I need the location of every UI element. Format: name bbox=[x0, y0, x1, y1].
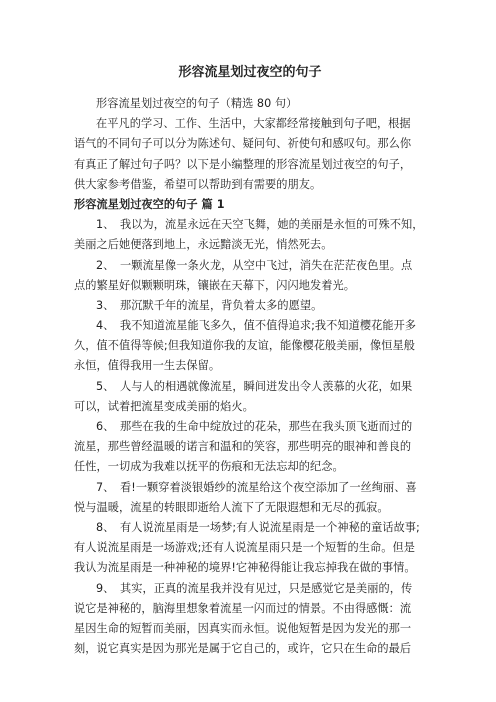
paragraph-line: 1、 我以为，流星永远在天空飞舞，她的美丽是永恒的可殊不知， bbox=[96, 218, 424, 232]
paragraph-line: 语气的不同句子可以分为陈述句、疑问句、祈使句和感叹句。那么你 bbox=[74, 137, 412, 151]
section-heading: 形容流星划过夜空的句子 篇 1 bbox=[74, 197, 225, 211]
paragraph-line: 3、 那沉默千年的流星，背负着太多的愿望。 bbox=[96, 298, 323, 312]
document-title: 形容流星划过夜空的句子 bbox=[178, 65, 322, 80]
paragraph-line: 7、 看!一颗穿着淡银婚纱的流星给这个夜空添加了一丝绚丽、喜 bbox=[96, 480, 417, 494]
paragraph-line: 2、 一颗流星像一条火龙，从空中飞过，消失在茫茫夜色里。点 bbox=[96, 258, 413, 272]
paragraph-line: 有真正了解过句子吗？以下是小编整理的形容流星划过夜空的句子， bbox=[74, 157, 412, 171]
paragraph-line: 流星，那些曾经温暖的诺言和温和的笑容，那些明亮的眼神和善良的 bbox=[74, 440, 412, 454]
paragraph-line: 可以，试着把流星变成美丽的焰火。 bbox=[74, 399, 254, 413]
paragraph-line: 悦与温暖，流星的转眼即逝给人流下了无限遐想和无尽的孤寂。 bbox=[74, 500, 389, 514]
paragraph-line: 刻，说它真实是因为那光是属于它自己的，或许，它只在生命的最后 bbox=[74, 642, 412, 656]
paragraph-line: 8、 有人说流星雨是一场梦;有人说流星雨是一个神秘的童话故事; bbox=[96, 520, 420, 534]
paragraph-line: 有人说流星雨是一场游戏;还有人说流星雨只是一个短暂的生命。但是 bbox=[74, 541, 415, 555]
paragraph-line: 在平凡的学习、工作、生活中，大家都经常接触到句子吧，根据 bbox=[96, 117, 411, 131]
document-body bbox=[74, 94, 426, 659]
paragraph-line: 久，值不值得等候;但我知道你我的友谊，能像樱花般美丽，像恒星般 bbox=[74, 339, 415, 353]
paragraph-line: 供大家参考借鉴，希望可以帮助到有需要的朋友。 bbox=[74, 177, 322, 191]
paragraph-line: 9、 其实，正真的流星我并没有见过，只是感觉它是美丽的，传 bbox=[96, 581, 413, 595]
paragraph-line: 任性，一切成为我难以抚平的伤痕和无法忘却的纪念。 bbox=[74, 460, 344, 474]
paragraph-line: 我认为流星雨是一种神秘的境界!它神秘得能让我忘掉我在做的事情。 bbox=[74, 561, 416, 575]
paragraph-line: 5、 人与人的相遇就像流星，瞬间迸发出令人羡慕的火花，如果 bbox=[96, 379, 413, 393]
paragraph-line: 永恒，值得我用一生去保留。 bbox=[74, 359, 221, 373]
paragraph-line: 4、 我不知道流星能飞多久，值不值得追求;我不知道樱花能开多 bbox=[96, 319, 417, 333]
paragraph-line: 美丽之后她便落到地上，永远黯淡无光，悄然死去。 bbox=[74, 238, 333, 252]
paragraph-line: 6、 那些在我的生命中绽放过的花朵，那些在我头顶飞逝而过的 bbox=[96, 420, 413, 433]
paragraph-line: 说它是神秘的，脑海里想象着流星一闪而过的情景。不由得感慨：流 bbox=[74, 601, 412, 615]
paragraph-line: 形容流星划过夜空的句子（精选 80 句） bbox=[96, 97, 298, 110]
paragraph-line: 点的繁星好似颗颗明珠，镶嵌在天幕下，闪闪地发着光。 bbox=[74, 278, 355, 292]
paragraph-line: 星因生命的短暂而美丽，因真实而永恒。说他短暂是因为发光的那一 bbox=[74, 621, 412, 635]
